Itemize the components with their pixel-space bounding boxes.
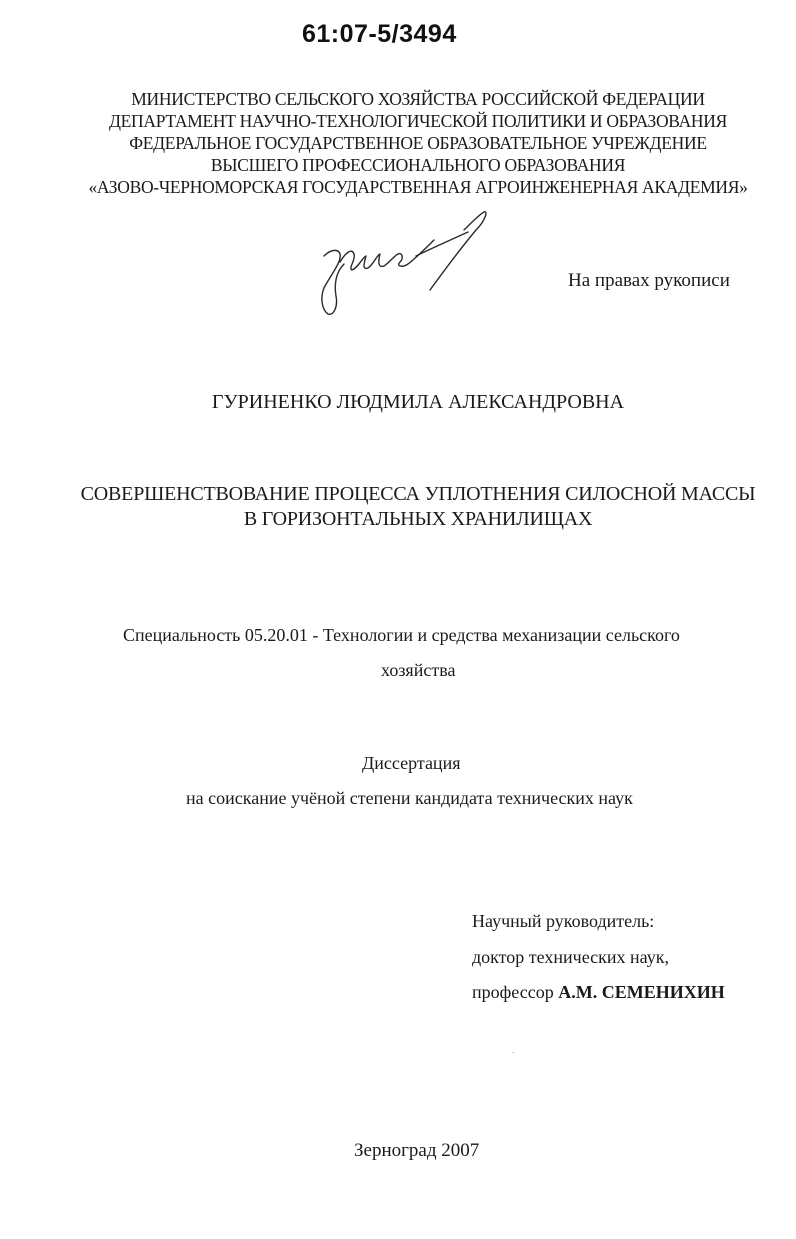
author-name: ГУРИНЕНКО ЛЮДМИЛА АЛЕКСАНДРОВНА (211, 391, 625, 413)
title-line-1: СОВЕРШЕНСТВОВАНИЕ ПРОЦЕССА УПЛОТНЕНИЯ СИЛОСНОЙ МАССЫ (80, 483, 756, 505)
header-line-department: ДЕПАРТАМЕНТ НАУЧНО-ТЕХНОЛОГИЧЕСКОЙ ПОЛИТИКИ И ОБРАЗОВАНИЯ (109, 111, 727, 131)
institution-header (60, 88, 776, 198)
advisor-label: Научный руководитель: (472, 911, 655, 931)
advisor-name: А.М. СЕМЕНИХИН (558, 982, 725, 1002)
header-line-institution: ФЕДЕРАЛЬНОЕ ГОСУДАРСТВЕННОЕ ОБРАЗОВАТЕЛЬНОЕ УЧРЕЖДЕНИЕ (129, 133, 707, 153)
advisor-rank: профессор (472, 982, 554, 1002)
dissertation-title (40, 482, 796, 532)
signature (316, 210, 491, 325)
scan-speck (512, 1052, 514, 1053)
specialty-line-continued: хозяйства (381, 660, 456, 680)
header-line-ministry: МИНИСТЕРСТВО СЕЛЬСКОГО ХОЗЯЙСТВА РОССИЙСКОЙ ФЕДЕРАЦИИ (131, 89, 705, 109)
scientific-advisor (472, 904, 725, 1011)
advisor-line (472, 975, 725, 1011)
city-year: Зерноград 2007 (354, 1140, 480, 1161)
archive-code: 61:07-5/3494 (302, 20, 457, 48)
dissertation-purpose: на соискание учёной степени кандидата технических наук (186, 788, 633, 808)
manuscript-rights-note: На правах рукописи (568, 270, 730, 291)
dissertation-type: Диссертация (362, 753, 461, 773)
advisor-degree: доктор технических наук, (472, 946, 669, 967)
title-line-2: В ГОРИЗОНТАЛЬНЫХ ХРАНИЛИЩАХ (243, 508, 593, 530)
specialty-line: Специальность 05.20.01 - Технологии и средства механизации сельского (123, 625, 680, 645)
header-line-education: ВЫСШЕГО ПРОФЕССИОНАЛЬНОГО ОБРАЗОВАНИЯ (210, 155, 626, 175)
header-line-academy: «АЗОВО-ЧЕРНОМОРСКАЯ ГОСУДАРСТВЕННАЯ АГРОИНЖЕНЕРНАЯ АКАДЕМИЯ» (88, 177, 748, 197)
